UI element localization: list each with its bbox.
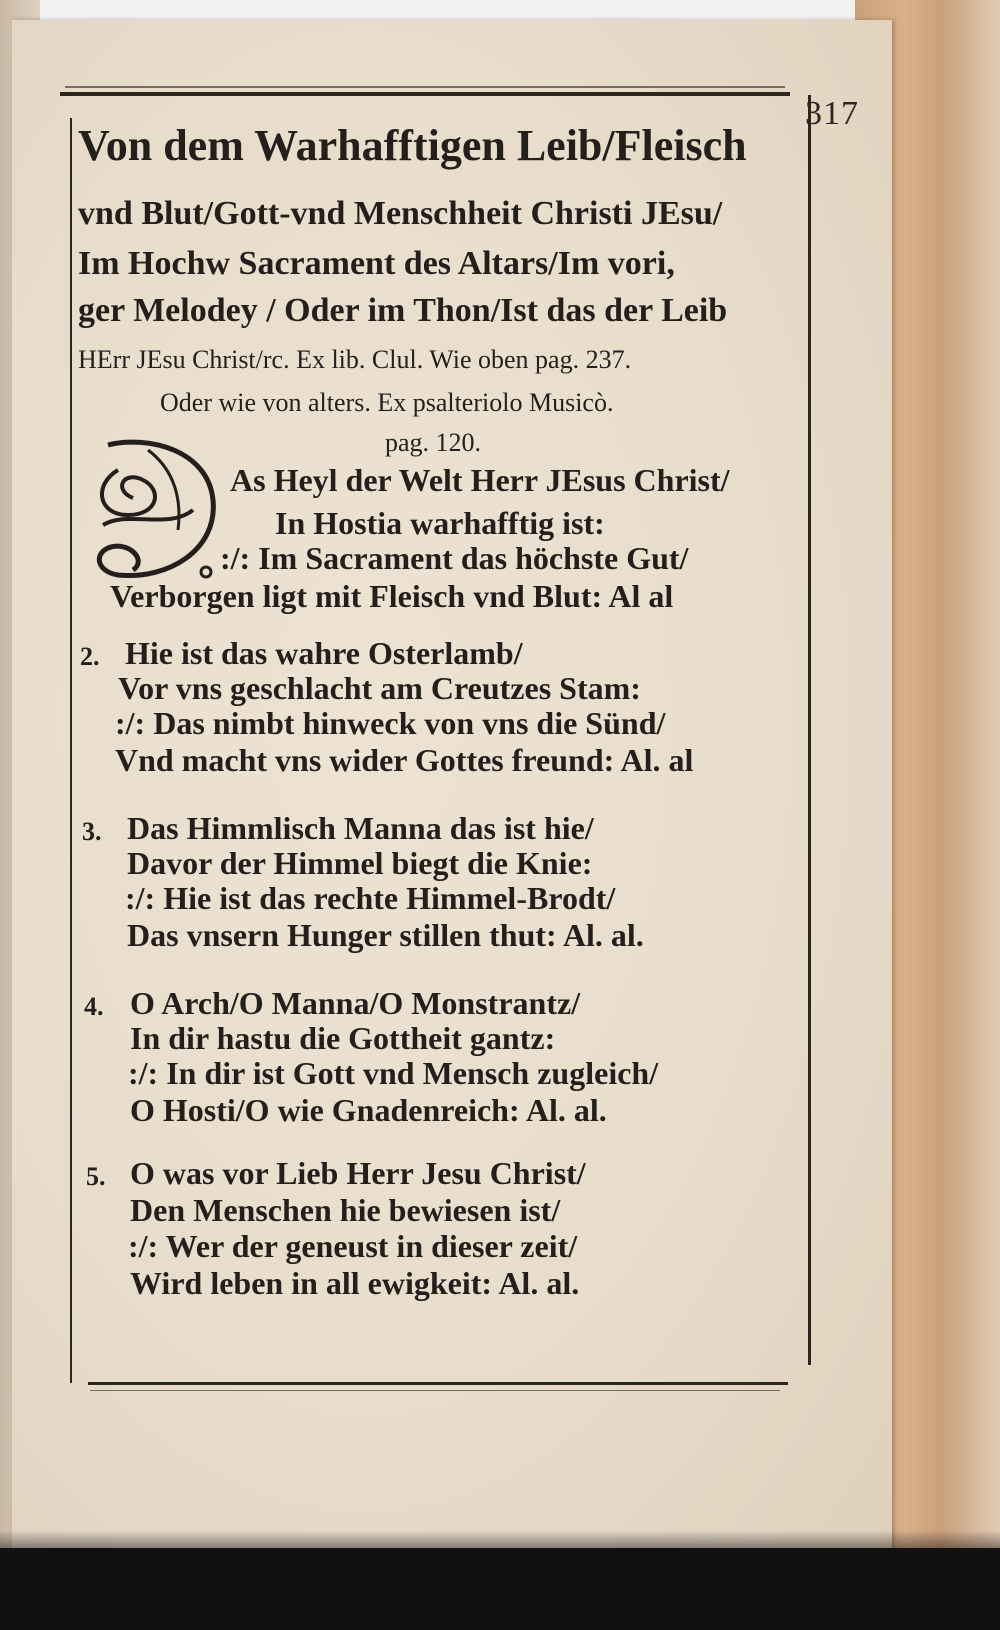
verse-2-line-1: Hie ist das wahre Osterlamb/ — [125, 635, 523, 671]
top-rule — [60, 92, 790, 96]
verse-4-line-3: :/: In dir ist Gott vnd Mensch zugleich/ — [128, 1055, 659, 1091]
verse-3-line-1: Das Himmlisch Manna das ist hie/ — [127, 810, 594, 846]
verse-5-line-4: Wird leben in all ewigkeit: Al. al. — [130, 1265, 580, 1301]
verse-1-line-1: As Heyl der Welt Herr JEsus Christ/ — [230, 462, 730, 498]
verse-4-line-4: O Hosti/O wie Gnadenreich: Al. al. — [130, 1092, 607, 1128]
verse-1-line-3: :/: Im Sacrament das höchste Gut/ — [220, 540, 689, 576]
verse-2-line-2: Vor vns geschlacht am Creutzes Stam: — [118, 670, 641, 706]
verse-number: 5. — [86, 1162, 106, 1191]
frame-left-rule — [70, 118, 72, 1383]
verse-5-line-1: O was vor Lieb Herr Jesu Christ/ — [130, 1155, 586, 1191]
verse-2-line-4: Vnd macht vns wider Gottes freund: Al. al — [115, 742, 694, 778]
verse-3-line-3: :/: Hie ist das rechte Himmel-Brodt/ — [125, 880, 616, 916]
heading-line-4: ger Melodey / Oder im Thon/Ist das der Leib — [78, 292, 728, 329]
background-surface — [0, 1548, 1000, 1630]
verse-2-line-3: :/: Das nimbt hinweck von vns die Sünd/ — [115, 705, 666, 741]
heading-line-6: Oder wie von alters. Ex psalteriolo Musicò. — [160, 388, 614, 417]
verse-1-line-2: In Hostia warhafftig ist: — [275, 505, 605, 541]
verse-number: 4. — [84, 992, 104, 1021]
heading-line-5: HErr JEsu Christ/rc. Ex lib. Clul. Wie oben pag. 237. — [78, 345, 632, 374]
verse-5-line-3: :/: Wer der geneust in dieser zeit/ — [128, 1228, 578, 1264]
heading-line-3: Im Hochw Sacrament des Altars/Im vori, — [78, 245, 675, 282]
verse-4-line-1: O Arch/O Manna/O Monstrantz/ — [130, 985, 581, 1021]
verse-4-line-2: In dir hastu die Gottheit gantz: — [130, 1020, 556, 1056]
verse-3-line-2: Davor der Himmel biegt die Knie: — [127, 845, 593, 881]
page-number: 317 — [805, 95, 859, 132]
bottom-rule-thin — [90, 1390, 780, 1391]
verse-3-line-4: Das vnsern Hunger stillen thut: Al. al. — [127, 917, 644, 953]
bottom-rule — [88, 1382, 788, 1385]
top-rule-thin — [65, 86, 785, 88]
frame-right-rule — [808, 95, 811, 1365]
heading-line-2: vnd Blut/Gott-vnd Menschheit Christi JEsu/ — [78, 195, 723, 232]
verse-number: 3. — [82, 817, 102, 846]
verse-5-line-2: Den Menschen hie bewiesen ist/ — [130, 1192, 561, 1228]
heading-line-1: Von dem Warhafftigen Leib/Fleisch — [78, 121, 747, 170]
verse-1-line-4: Verborgen ligt mit Fleisch vnd Blut: Al al — [110, 578, 674, 614]
heading-line-7: pag. 120. — [385, 428, 482, 457]
verse-number: 2. — [80, 642, 100, 671]
decorative-initial-d-icon — [88, 430, 238, 590]
